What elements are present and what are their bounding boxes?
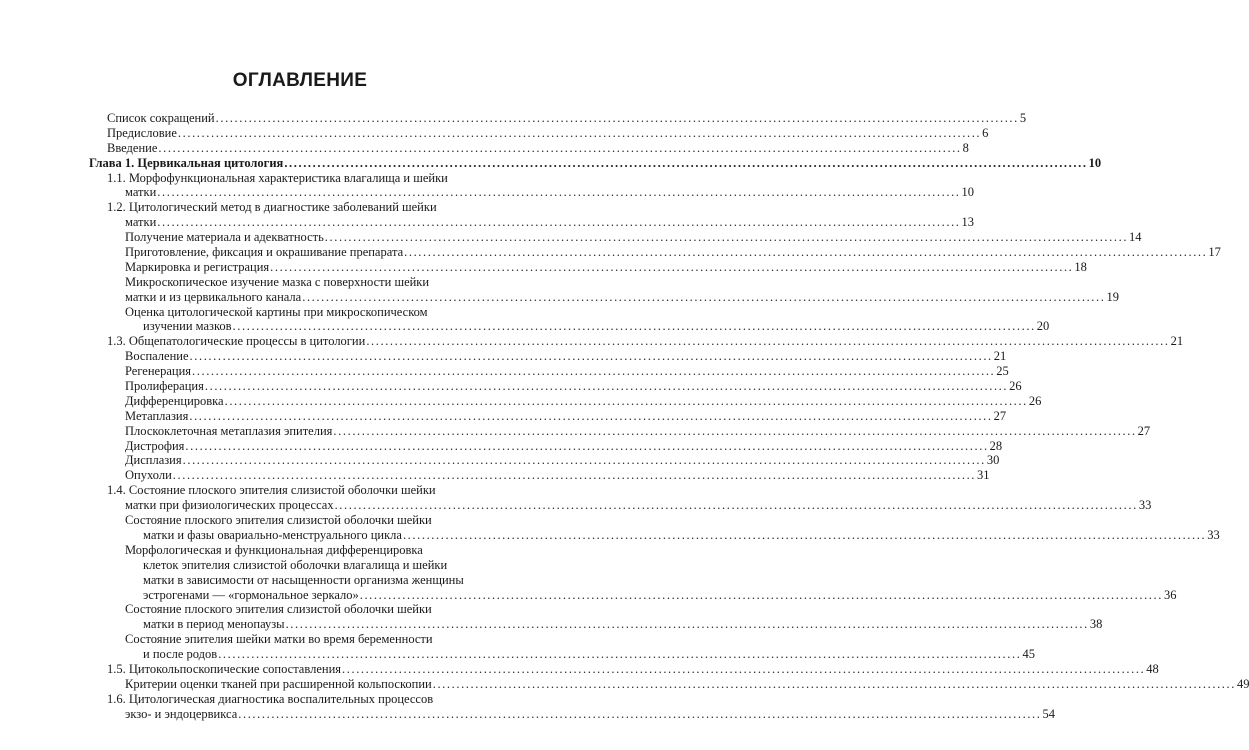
dot-leader (185, 439, 988, 454)
dot-leader (270, 260, 1073, 275)
toc-page-number: 17 (1208, 245, 1221, 260)
toc-page-number: 5 (1019, 111, 1027, 125)
dot-leader (218, 647, 1021, 662)
toc-entry-text: Морфологическая и функциональная дифференцировка (125, 542, 423, 557)
toc-entry[interactable] (125, 468, 990, 483)
dot-leader (366, 334, 1169, 349)
toc-entry-text: и после родов (143, 647, 218, 662)
dot-leader (302, 290, 1105, 305)
toc-entry-text: Получение материала и адекватность (125, 230, 324, 245)
toc-entry[interactable] (125, 453, 1000, 468)
toc-entry[interactable] (107, 483, 511, 498)
toc-entry[interactable] (143, 617, 1103, 632)
toc-entry[interactable] (125, 423, 1151, 439)
toc-entry[interactable] (125, 632, 511, 647)
dot-leader (178, 126, 981, 141)
dot-leader (183, 453, 986, 468)
toc-entry-text: Воспаление (125, 349, 189, 364)
toc-entry-text: 1.6. Цитологическая диагностика воспалительных процессов (107, 691, 434, 706)
toc-entry[interactable] (107, 111, 1027, 126)
dot-leader (225, 394, 1028, 409)
toc-page-number: 10 (961, 185, 975, 200)
dot-leader (335, 498, 1138, 513)
toc-entry[interactable] (143, 319, 1050, 334)
toc-entry-text: 1.4. Состояние плоского эпителия слизистой оболочки шейки (107, 483, 436, 498)
dot-leader (284, 156, 1087, 171)
toc-entry-text: Состояние эпителия шейки матки во время беременности (125, 632, 433, 647)
toc-entry[interactable] (143, 587, 1177, 603)
toc-entry[interactable] (125, 289, 1119, 305)
dot-leader (333, 424, 1136, 439)
toc-page-number: 48 (1146, 661, 1159, 676)
toc-page-number: 45 (1022, 647, 1035, 662)
dot-leader (360, 588, 1163, 603)
toc-entry-text: Плоскоклеточная метаплазия эпителия (125, 423, 333, 438)
toc-entry-text: Список сокращений (107, 111, 215, 125)
toc-entry[interactable] (143, 573, 511, 588)
toc-entry-text: Опухоли (125, 468, 172, 483)
toc-entry-text: Регенерация (125, 364, 192, 379)
toc-page-number: 30 (986, 453, 1000, 468)
toc-page-number: 28 (989, 438, 1003, 453)
dot-leader (342, 662, 1145, 677)
toc-entry[interactable] (125, 706, 1055, 722)
dot-leader (157, 215, 960, 230)
toc-entry[interactable] (107, 334, 1184, 349)
dot-leader (325, 230, 1128, 245)
toc-entry[interactable] (125, 513, 511, 528)
toc-entry-text: экзо- и эндоцервикса (125, 706, 238, 721)
toc-entry-text: Глава 1. Цервикальная цитология (89, 155, 284, 170)
toc-entry[interactable] (125, 408, 1007, 424)
toc-entry[interactable] (107, 140, 969, 156)
toc-entry-text: Критерии оценки тканей при расширенной кольпоскопии (125, 676, 432, 691)
toc-page-number: 26 (1028, 393, 1042, 408)
dot-leader (238, 707, 1041, 722)
toc-entry-text: 1.2. Цитологический метод в диагностике заболеваний шейки (107, 200, 437, 215)
toc-entry[interactable] (125, 245, 1221, 260)
toc-page-number: 38 (1089, 617, 1103, 632)
toc-page-number: 10 (1088, 155, 1102, 170)
toc-page-number: 27 (1137, 423, 1151, 438)
toc-entry[interactable] (107, 125, 989, 141)
toc-entry-text: матки (125, 215, 157, 230)
toc-entry-text: 1.3. Общепатологические процессы в цитологии (107, 334, 366, 349)
toc-entry[interactable] (125, 602, 511, 617)
toc-entry[interactable] (125, 305, 511, 320)
dot-leader (189, 409, 992, 424)
dot-leader (433, 677, 1236, 692)
dot-leader (205, 379, 1008, 394)
table-of-contents (0, 111, 1249, 722)
toc-entry-text: Дистрофия (125, 438, 185, 453)
toc-page-number: 31 (977, 468, 990, 483)
toc-entry-text: Дифференцировка (125, 393, 224, 408)
toc-entry-text: изучении мазков (143, 319, 232, 334)
toc-page-number: 54 (1042, 706, 1055, 721)
toc-title: ОГЛАВЛЕНИЕ (232, 70, 368, 91)
toc-entry[interactable] (125, 349, 1007, 364)
toc-page-number: 13 (961, 215, 975, 230)
toc-page-number: 19 (1106, 289, 1119, 304)
toc-page-number: 20 (1036, 319, 1050, 334)
dot-leader (216, 111, 1019, 126)
toc-entry-text: 1.5. Цитокольпоскопические сопоставления (107, 661, 342, 676)
dot-leader (158, 141, 961, 156)
dot-leader (173, 468, 976, 483)
toc-entry-text: матки в зависимости от насыщенности организма женщины (143, 572, 464, 587)
toc-entry[interactable] (125, 438, 1003, 454)
toc-entry-text: Состояние плоского эпителия слизистой оболочки шейки (125, 513, 432, 528)
toc-entry-text: Состояние плоского эпителия слизистой оболочки шейки (125, 602, 432, 617)
toc-entry[interactable] (107, 200, 511, 215)
toc-page-number: 8 (962, 140, 969, 155)
dot-leader (192, 364, 995, 379)
toc-entry-text: матки (125, 185, 157, 200)
toc-entry-text: Маркировка и регистрация (125, 259, 270, 274)
toc-entry[interactable] (125, 543, 511, 558)
toc-entry-text: Дисплазия (125, 453, 182, 468)
toc-page-number: 21 (1170, 334, 1184, 349)
toc-entry[interactable] (89, 155, 1102, 171)
dot-leader (286, 617, 1089, 632)
dot-leader (404, 245, 1207, 260)
toc-entry[interactable] (125, 230, 1142, 245)
toc-entry-text: Пролиферация (125, 379, 204, 394)
toc-entry-text: матки и фазы овариально-менструального цикла (143, 527, 402, 542)
toc-entry-text: 1.1. Морфофункциональная характеристика влагалища и шейки (107, 170, 448, 185)
toc-entry[interactable] (107, 692, 511, 707)
toc-entry-text: матки и из цервикального канала (125, 289, 302, 304)
toc-entry-text: Введение (107, 140, 158, 155)
toc-entry-text: эстрогенами — «гормональное зеркало» (143, 587, 359, 602)
toc-entry[interactable] (125, 215, 975, 230)
dot-leader (190, 349, 993, 364)
toc-page-number: 33 (1138, 498, 1152, 513)
toc-page-number: 25 (996, 364, 1009, 379)
toc-entry-text: Метаплазия (125, 408, 189, 423)
toc-entry-text: Микроскопическое изучение мазка с поверхности шейки (125, 274, 430, 289)
dot-leader (403, 528, 1206, 543)
toc-page-number: 26 (1009, 379, 1022, 394)
toc-entry-text: Предисловие (107, 125, 177, 140)
toc-page-number: 36 (1163, 587, 1177, 602)
toc-entry[interactable] (107, 661, 1159, 677)
toc-entry[interactable] (125, 379, 1022, 394)
toc-entry-text: клеток эпителия слизистой оболочки влагалища и шейки (143, 557, 448, 572)
toc-page-number: 14 (1129, 230, 1142, 245)
toc-entry[interactable] (143, 527, 1220, 543)
toc-entry-text: Оценка цитологической картины при микроскопическом (125, 304, 428, 319)
dot-leader (157, 185, 960, 200)
toc-entry[interactable] (125, 275, 511, 290)
toc-entry[interactable] (125, 393, 1042, 409)
toc-entry[interactable] (125, 498, 1152, 513)
toc-entry[interactable] (143, 647, 1035, 662)
toc-page-number: 6 (982, 125, 989, 140)
toc-page-number: 27 (993, 408, 1007, 423)
toc-entry-text: матки в период менопаузы (143, 617, 285, 632)
toc-page-number: 49 (1236, 676, 1249, 691)
toc-entry[interactable] (143, 558, 511, 573)
toc-entry[interactable] (107, 171, 511, 186)
dot-leader (233, 319, 1036, 334)
toc-entry-text: Приготовление, фиксация и окрашивание препарата (125, 245, 404, 260)
toc-entry[interactable] (125, 185, 975, 200)
toc-entry[interactable] (125, 676, 1249, 692)
toc-page-number: 18 (1074, 259, 1087, 274)
toc-page-number: 33 (1207, 527, 1220, 542)
toc-entry-text: матки при физиологических процессах (125, 498, 334, 513)
toc-entry[interactable] (125, 259, 1087, 275)
toc-entry[interactable] (125, 364, 1009, 379)
toc-page-number: 21 (993, 349, 1007, 364)
